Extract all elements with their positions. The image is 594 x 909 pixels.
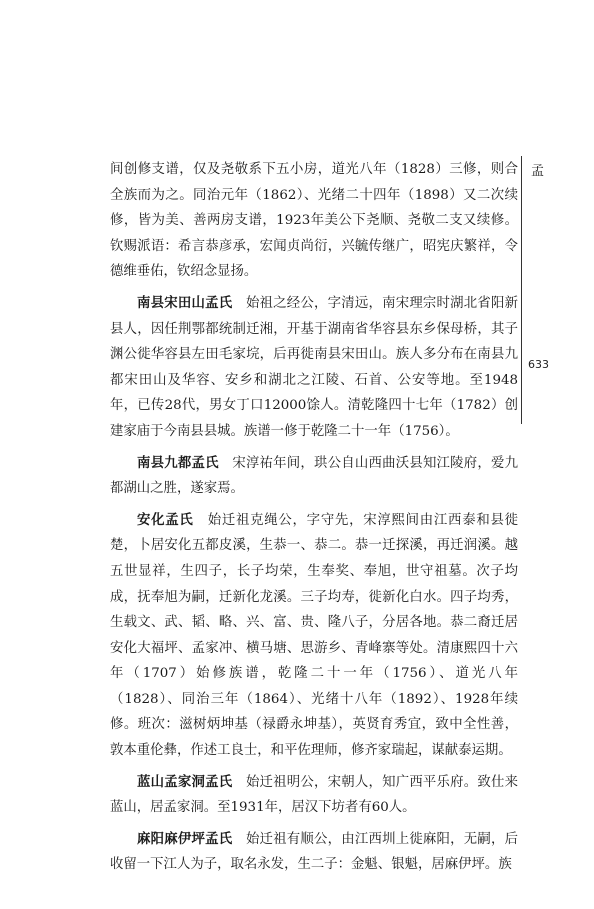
clan-heading: 安化孟氏 — [137, 512, 194, 528]
paragraph-text: 间创修支谱，仅及尧敬系下五小房，道光八年（1828）三修，则合全族而为之。同治元年（1862）、光绪二十四年（1898）又二次续修，皆为美、善两房支谱，1923年美公下尧顺、尧敬二支又续修。钦赐派语：希言恭彦承，宏闻贞尚衍，兴毓传继广，昭宪庆繁祥，令德维垂佑，钦绍念显扬。 — [110, 162, 518, 280]
clan-heading: 南县宋田山孟氏 — [137, 295, 233, 311]
margin-surname-char: 孟 — [531, 164, 545, 179]
paragraph-text: 始迁祖有顺公，由江西圳上徙麻阳，无嗣，后收留一下江人为子，取名永发，生二子：金魁、银魁，居麻伊坪。族 — [110, 831, 519, 873]
paragraph-anhua — [110, 508, 518, 764]
margin-rule — [521, 156, 522, 424]
paragraph-continued — [110, 157, 518, 285]
paragraph-nanxian-songtianshan — [110, 291, 518, 445]
paragraph-mayang — [110, 827, 518, 878]
page-number: 633 — [528, 358, 549, 371]
clan-heading: 蓝山孟家洞孟氏 — [137, 774, 233, 790]
paragraph-nanxian-jiudu — [110, 451, 518, 502]
paragraph-text: 始迁祖明公，宋朝人，知广西平乐府。致仕来蓝山，居孟家洞。至1931年，居汉下坊者有60人。 — [110, 774, 519, 816]
clan-heading: 南县九都孟氏 — [137, 455, 219, 471]
page-body — [110, 157, 518, 884]
clan-heading: 麻阳麻伊坪孟氏 — [137, 831, 233, 847]
paragraph-text: 始祖之经公，字清远，南宋理宗时湖北省阳新县人，因任荆鄂都统制迁湘，开基于湖南省华容县东乡保母桥，其子渊公徙华容县左田毛家垸，后再徙南县宋田山。族人多分布在南县九都宋田山及华容、安乡和湖北之江陵、石首、公安等地。至1948年，已传28代，男女丁口12000馀人。清乾隆四十七年（1782）创建家庙于今南县县城。族谱一修于乾隆二十一年（1756）。 — [110, 295, 519, 439]
paragraph-text: 始迁祖克绳公，字守先，宋淳熙间由江西泰和县徙楚，卜居安化五都皮溪，生恭一、恭二。恭一迁探溪，再迁润溪。越五世显祥，生四子，长子均荣，生奉奖、奉旭，世守祖墓。次子均成，抚奉旭为嗣，迁新化龙溪。三子均寿，徙新化白水。四子均秀，生载文、武、韬、略、兴、富、贵、隆八子，分居各地。恭二裔迁居安化大福坪、孟家冲、横马塘、思游乡、青峰寨等处。清康熙四十六年（1707）始修族谱，乾隆二十一年（1756）、道光八年（1828）、同治三年（1864）、光绪十八年（1892）、1928年续修。班次：滋树炳坤基（禄爵永坤基），英贤育秀宜，致中全性善，敦本重伦彝，作述工良士，和平佐理师，修齐家瑞起，谋献泰运期。 — [110, 512, 519, 759]
paragraph-lanshan — [110, 770, 518, 821]
paragraph-text: 宋淳祐年间，珙公自山西曲沃县知江陵府，爱九都湖山之胜，遂家焉。 — [110, 455, 519, 497]
